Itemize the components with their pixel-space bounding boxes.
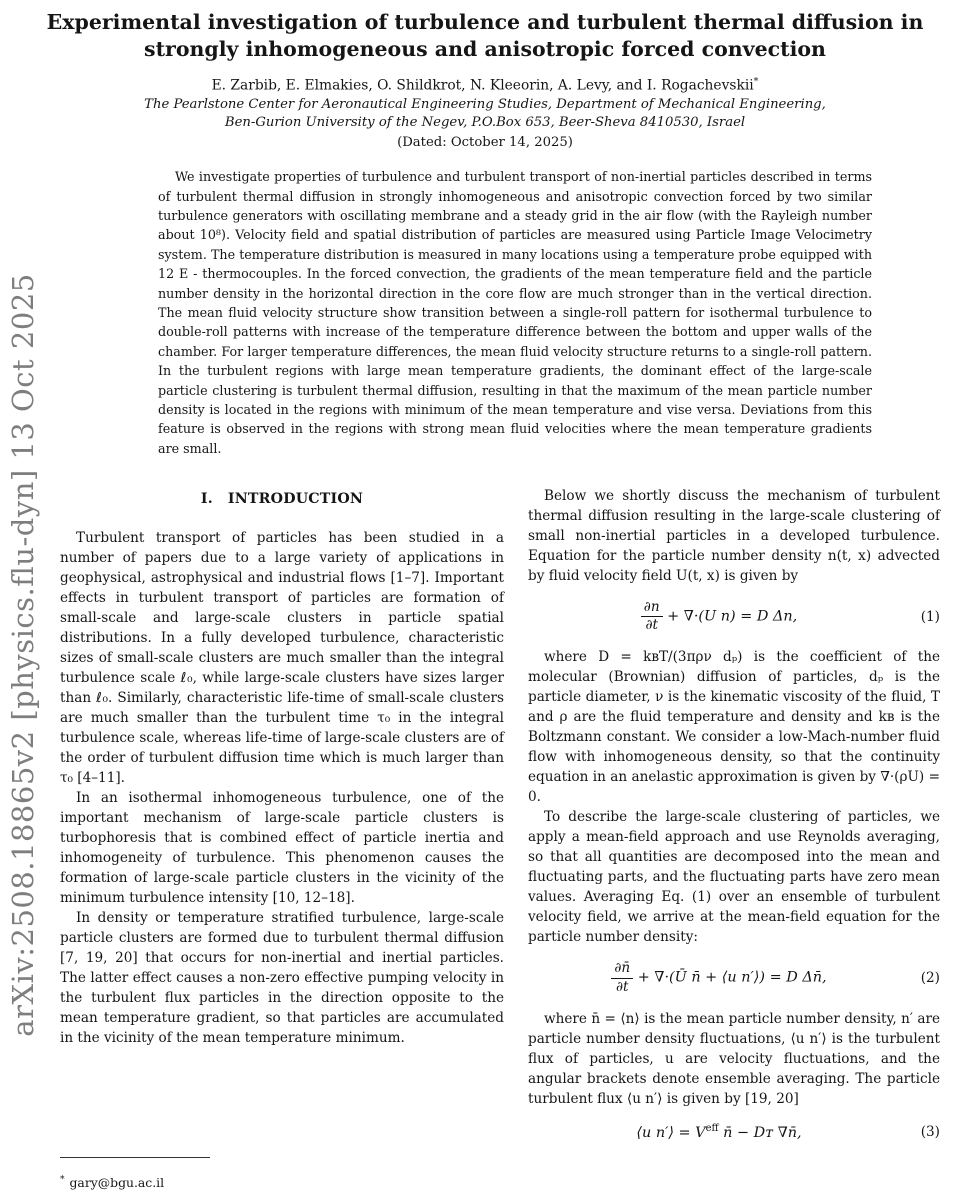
arxiv-watermark: arXiv:2508.18865v2 [physics.flu-dyn] 13 Oct 2025 — [6, 273, 40, 1037]
frac-denominator: ∂t — [645, 617, 658, 634]
equation-3-pre: ⟨u n′⟩ = V — [636, 1124, 706, 1141]
mechanism-paragraph-2: where D = kʙT/(3πρν dₚ) is the coefficient of the molecular (Brownian) diffusion of particles, dₚ is the particle diameter, ν is the kinematic viscosity of the fluid, T and ρ are the fluid temperature and density and kʙ is the Boltzmann constant. We consider a low-Mach-number fluid flow with inhomogeneous density, so that the continuity equation in an anelastic approximation is given by ∇·(ρU) = 0. — [528, 649, 940, 806]
footnote-mark: * — [60, 1174, 65, 1185]
equation-2-rest: + ∇·(Ū n̄ + ⟨u n′⟩) = D Δn̄, — [637, 970, 827, 987]
equation-2-number: (2) — [920, 970, 940, 987]
equation-3-superscript: eff — [705, 1122, 719, 1134]
mechanism-paragraph-3: To describe the large-scale clustering of particles, we apply a mean-field approach and use Reynolds averaging, so that all quantities are decomposed into the mean and fluctuating parts, and the fluctuating parts have zero mean values. Averaging Eq. (1) over an ensemble of turbulent velocity field, we arrive at the mean-field equation for the particle number density: — [528, 809, 940, 946]
authors-names: E. Zarbib, E. Elmakies, O. Shildkrot, N. Kleeorin, A. Levy, and I. Rogachevskii — [211, 77, 754, 94]
section-title: INTRODUCTION — [227, 491, 364, 507]
frac-numerator: ∂n — [641, 600, 663, 617]
equation-2-body — [528, 961, 910, 994]
left-column — [60, 486, 504, 1200]
author-footnote-mark: * — [753, 76, 759, 88]
paper-title: Experimental investigation of turbulence and turbulent thermal diffusion in strongly inhomogeneous and anisotropic forced convection — [46, 10, 924, 61]
footnote-rule — [60, 1157, 210, 1158]
equation-3-post: n̄ − Dᴛ ∇n̄, — [718, 1124, 802, 1141]
footnote-line — [60, 1175, 504, 1190]
paper-header — [0, 0, 970, 152]
right-column — [528, 486, 940, 1200]
footnote — [60, 1157, 504, 1200]
body-columns — [60, 486, 940, 1200]
mechanism-paragraph-1: Below we shortly discuss the mechanism of turbulent thermal diffusion resulting in the large-scale clustering of small non-inertial particles in a developed turbulence. Equation for the particle number density n(t, x) advected by fluid velocity field U(t, x) is given by — [528, 488, 940, 584]
fraction — [641, 600, 663, 633]
equation-1 — [528, 600, 940, 633]
equation-2 — [528, 961, 940, 994]
fraction — [611, 961, 633, 994]
intro-paragraph-1: Turbulent transport of particles has been studied in a number of papers due to a large variety of applications in geophysical, astrophysical and industrial flows [1–7]. Important effects in turbulent transport of particles are formation of small-scale and large-scale clusters in particle spatial distributions. In a fully developed turbulence, characteristic sizes of small-scale clusters are much smaller than the integral turbulence scale ℓ₀, while large-scale clusters have sizes larger than ℓ₀. Similarly, characteristic life-time of small-scale clusters are much smaller than the turbulent time τ₀ in the integral turbulence scale, whereas life-time of large-scale clusters are of the order of turbulent diffusion time which is much larger than τ₀ [4–11]. — [60, 530, 504, 786]
equation-3-body — [528, 1123, 910, 1141]
abstract-text: We investigate properties of turbulence and turbulent transport of non-inertial particles described in terms of turbulent thermal diffusion in strongly inhomogeneous and anisotropic convection forced by two similar turbulence generators with oscillating membrane and a steady grid in the air flow (with the Rayleigh number about 10⁸). Velocity field and spatial distribution of particles are measured using Particle Image Velocimetry system. The temperature distribution is measured in many locations using a temperature probe equipped with 12 E - thermocouples. In the forced convection, the gradients of the mean temperature field and the particle number density in the horizontal direction in the core flow are much stronger than in the vertical direction. The mean fluid velocity structure show transition between a single-roll pattern for isothermal turbulence to double-roll patterns with increase of the temperature difference between the bottom and upper walls of the chamber. For larger temperature differences, the mean fluid velocity structure returns to a single-roll pattern. In the turbulent regions with large mean temperature gradients, the dominant effect of the large-scale particle clustering is turbulent thermal diffusion, resulting in that the maximum of the mean particle number density is located in the regions with minimum of the mean temperature and vise versa. Deviations from this feature is observed in the regions with strong mean fluid velocities where the mean temperature gradients are small. — [158, 169, 872, 456]
frac-denominator: ∂t — [616, 978, 629, 995]
affiliation-line-2: Ben-Gurion University of the Negev, P.O.Box 653, Beer-Sheva 8410530, Israel — [224, 114, 746, 130]
equation-1-body — [528, 600, 910, 633]
equation-3-number: (3) — [920, 1123, 940, 1140]
date-line: (Dated: October 14, 2025) — [397, 134, 573, 150]
frac-numerator: ∂n̄ — [611, 961, 633, 978]
intro-paragraph-3: In density or temperature stratified turbulence, large-scale particle clusters are formed due to turbulent thermal diffusion [7, 19, 20] that occurs for non-inertial and inertial particles. The latter effect causes a non-zero effective pumping velocity in the turbulent flux particles in the direction opposite to the mean temperature gradient, so that particles are accumulated in the vicinity of the mean temperature minimum. — [60, 910, 504, 1046]
intro-paragraph-2: In an isothermal inhomogeneous turbulence, one of the important mechanism of large-scale particle clusters is turbophoresis that is combined effect of particle inertia and inhomogeneity of turbulence. This phenomenon causes the formation of large-scale particle clusters in the vicinity of the minimum turbulence intensity [10, 12–18]. — [60, 790, 504, 906]
mechanism-paragraph-4: where n̄ = ⟨n⟩ is the mean particle number density, n′ are particle number density fluctuations, ⟨u n′⟩ is the turbulent flux of particles, u are velocity fluctuations, and the angular brackets denote ensemble averaging. The particle turbulent flux ⟨u n′⟩ is given by [19, 20] — [528, 1010, 940, 1107]
section-heading-introduction — [60, 491, 504, 507]
affiliation-line-1: The Pearlstone Center for Aeronautical Engineering Studies, Department of Mechanical Engineering, — [144, 96, 826, 112]
email-link[interactable]: gary@bgu.ac.il — [69, 1175, 165, 1190]
equation-3 — [528, 1123, 940, 1141]
section-number: I. — [200, 491, 213, 507]
equation-1-rest: + ∇·(U n) = D Δn, — [667, 608, 798, 625]
authors-line — [0, 76, 970, 95]
equation-1-number: (1) — [920, 608, 940, 625]
